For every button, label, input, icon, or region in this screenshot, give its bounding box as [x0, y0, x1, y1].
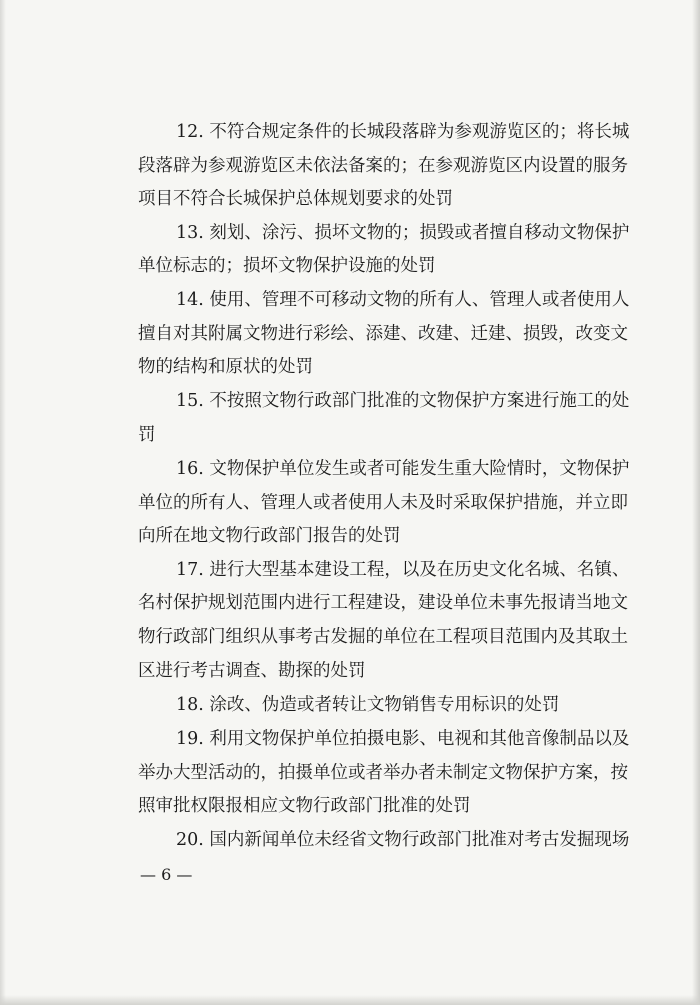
paragraph-18-line-1: 18. 涂改、伪造或者转让文物销售专用标识的处罚 — [176, 695, 560, 715]
paragraph-19-line-2: 举办大型活动的，拍摄单位或者举办者未制定文物保护方案，按 — [138, 763, 628, 783]
paragraph-12-line-1: 12. 不符合规定条件的长城段落辟为参观游览区的；将长城 — [176, 122, 630, 142]
paragraph-14-line-3: 物的结构和原状的处罚 — [138, 357, 313, 377]
paragraph-19-line-3: 照审批权限报相应文物行政部门批准的处罚 — [138, 796, 471, 816]
paragraph-12-line-3: 项目不符合长城保护总体规划要求的处罚 — [138, 189, 453, 209]
paragraph-13-line-2: 单位标志的；损坏文物保护设施的处罚 — [138, 256, 436, 276]
paragraph-16-line-1: 16. 文物保护单位发生或者可能发生重大险情时，文物保护 — [176, 459, 630, 479]
paragraph-17-line-1: 17. 进行大型基本建设工程，以及在历史文化名城、名镇、 — [176, 560, 630, 580]
paragraph-17-line-4: 区进行考古调查、勘探的处罚 — [138, 661, 366, 681]
paragraph-15-line-1: 15. 不按照文物行政部门批准的文物保护方案进行施工的处 — [176, 391, 630, 411]
paragraph-12-line-2: 段落辟为参观游览区未依法备案的；在参观游览区内设置的服务 — [138, 156, 628, 176]
paragraph-16-line-3: 向所在地文物行政部门报告的处罚 — [138, 526, 401, 546]
paragraph-20-line-1: 20. 国内新闻单位未经省文物行政部门批准对考古发掘现场 — [176, 830, 630, 850]
page-number: — 6 — — [140, 865, 193, 884]
paragraph-16-line-2: 单位的所有人、管理人或者使用人未及时采取保护措施，并立即 — [138, 493, 628, 513]
paragraph-17-line-3: 物行政部门组织从事考古发掘的单位在工程项目范围内及其取土 — [138, 627, 628, 647]
paragraph-15-line-2: 罚 — [138, 425, 156, 445]
paragraph-13-line-1: 13. 刻划、涂污、损坏文物的；损毁或者擅自移动文物保护 — [176, 223, 630, 243]
paragraph-19-line-1: 19. 利用文物保护单位拍摄电影、电视和其他音像制品以及 — [176, 729, 630, 749]
paragraph-17-line-2: 名村保护规划范围内进行工程建设，建设单位未事先报请当地文 — [138, 593, 628, 613]
paragraph-14-line-1: 14. 使用、管理不可移动文物的所有人、管理人或者使用人 — [176, 290, 630, 310]
paragraph-14-line-2: 擅自对其附属文物进行彩绘、添建、改建、迁建、损毁，改变文 — [138, 324, 628, 344]
